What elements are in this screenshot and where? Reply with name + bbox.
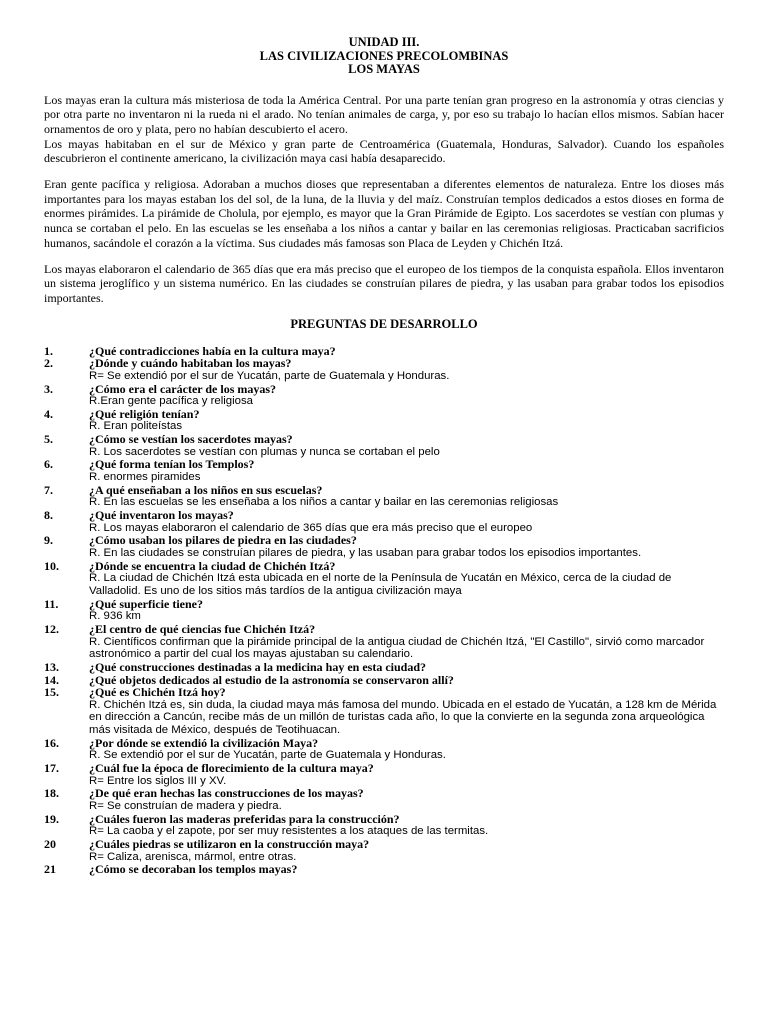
question-body	[89, 383, 724, 408]
paragraph-text: Eran gente pacífica y religiosa. Adoraban a muchos dioses que representaban a diferentes elementos de naturaleza. Entre los dioses más importantes para los mayas estaban los del sol, de la luna, de la lluvia y del maíz. Construían templos dedicados a estos dioses en forma de enormes pirámides. La pirámide de Cholula, por ejemplo, es mayor que la Gran Pirámide de Egipto. Los sacerdotes se vestían con plumas y nunca se cortaban el pelo. En las escuelas se les enseñaba a los niños a cantar y bailar en las ceremonias religiosas. Practicaban sacrificios humanos, sacándole el corazón a la víctima. Sus ciudades más famosas son Placa de Leyden y Chichén Itzá.	[44, 177, 724, 250]
question-body	[89, 762, 724, 787]
question-body	[89, 686, 724, 737]
question-text: ¿A qué enseñaban a los niños en sus escuelas?	[89, 482, 323, 497]
question-number: 1.	[44, 343, 53, 358]
question-item	[44, 762, 724, 787]
answer-text: R. Eran politeístas	[89, 420, 183, 433]
question-number: 17.	[44, 761, 59, 776]
paragraph-text: Los mayas habitaban en el sur de México y gran parte de Centroamérica (Guatemala, Honduras, Salvador). Cuando los españoles descubrieron el continente americano, la civilización maya casi había desaparecido.	[44, 136, 724, 166]
question-text: ¿Por dónde se extendió la civilización Maya?	[89, 735, 319, 750]
section-title: PREGUNTAS DE DESARROLLO	[290, 316, 478, 331]
question-text: ¿Qué superficie tiene?	[89, 596, 203, 611]
question-text: ¿Qué forma tenían los Templos?	[89, 457, 255, 472]
question-text: ¿Cómo era el carácter de los mayas?	[89, 381, 277, 396]
question-text: ¿El centro de qué ciencias fue Chichén Itzá?	[89, 621, 316, 636]
question-number: 19.	[44, 811, 59, 826]
question-number: 9.	[44, 533, 53, 548]
answer-text: R. 936 km	[89, 610, 141, 623]
answer-text: R. Los sacerdotes se vestían con plumas y nunca se cortaban el pelo	[89, 445, 440, 458]
answer-text: R. Los mayas elaboraron el calendario de 365 días que era más preciso que el europeo	[89, 521, 533, 534]
question-number: 21	[44, 862, 56, 877]
title-block	[44, 36, 724, 77]
question-number: 12.	[44, 621, 59, 636]
question-body	[89, 560, 724, 598]
question-text: ¿Cómo se decoraban los templos mayas?	[89, 862, 298, 877]
question-number: 11.	[44, 596, 59, 611]
question-text: ¿Cuáles piedras se utilizaron en la construcción maya?	[89, 836, 370, 851]
intro-paragraph	[44, 93, 724, 167]
paragraph-text: Los mayas elaboraron el calendario de 365 días que era más preciso que el europeo de los tiempos de la conquista española. Ellos inventaron un sistema jeroglífico y un sistema numérico. En las ciudades se construían pilares de piedra, y las usaban para grabar todos los episodios importantes.	[44, 261, 724, 305]
question-number: 18.	[44, 786, 59, 801]
question-number: 4.	[44, 406, 53, 421]
calendar-paragraph	[44, 262, 724, 306]
chapter-title: LAS CIVILIZACIONES PRECOLOMBINAS	[259, 48, 509, 63]
question-body	[89, 433, 724, 458]
answer-text: R. En las ciudades se construían pilares de piedra, y las usaban para grabar todos los episodios importantes.	[89, 546, 642, 559]
question-text: ¿Qué construcciones destinadas a la medicina hay en esta ciudad?	[89, 659, 427, 674]
question-item	[44, 661, 724, 674]
question-number: 14.	[44, 672, 59, 687]
answer-text: R= Se construían de madera y piedra.	[89, 799, 282, 812]
document-page	[44, 36, 724, 876]
question-body	[89, 408, 724, 433]
topic-title: LOS MAYAS	[348, 62, 420, 76]
question-body	[89, 863, 724, 876]
question-item	[44, 623, 724, 661]
question-item	[44, 383, 724, 408]
answer-text: R= Entre los siglos III y XV.	[89, 774, 227, 787]
question-number: 5.	[44, 432, 53, 447]
question-body	[89, 484, 724, 509]
question-text: ¿Cuál fue la época de florecimiento de la cultura maya?	[89, 761, 374, 776]
answer-text: R. Chichén Itzá es, sin duda, la ciudad maya más famosa del mundo. Ubicada en el estado de Yucatán, a 128 km de Mérida en dirección a Cancún, recibe más de un millón de turistas cada año, lo que la convierte en la segunda zona arqueológica más visitada de México, después de Teotihuacan.	[89, 698, 717, 737]
answer-text: R= Caliza, arenisca, mármol, entre otras.	[89, 850, 297, 863]
question-body	[89, 458, 724, 483]
question-text: ¿Qué es Chichén Itzá hoy?	[89, 685, 226, 700]
question-text: ¿Qué religión tenían?	[89, 406, 200, 421]
question-number: 15.	[44, 685, 59, 700]
question-body	[89, 838, 724, 863]
answer-text: R. En las escuelas se les enseñaba a los niños a cantar y bailar en las ceremonias religiosas	[89, 496, 559, 509]
question-item	[44, 433, 724, 458]
question-number: 8.	[44, 508, 53, 523]
question-item	[44, 787, 724, 812]
answer-text: R. La ciudad de Chichén Itzá esta ubicada en el norte de la Península de Yucatán en México, cerca de la ciudad de Valladolid. Es uno de los sitios más tardíos de la antigua civilización maya	[89, 572, 672, 597]
question-body	[89, 813, 724, 838]
question-item	[44, 686, 724, 737]
question-list	[44, 345, 724, 876]
question-number: 20	[44, 836, 56, 851]
question-body	[89, 623, 724, 661]
question-body	[89, 737, 724, 762]
question-number: 6.	[44, 457, 53, 472]
unit-title: UNIDAD III.	[348, 35, 420, 49]
question-body	[89, 661, 724, 674]
paragraph-text: Los mayas eran la cultura más misteriosa de toda la América Central. Por una parte tenían gran progreso en la astronomía y otras ciencias y por otra parte no inventaron ni la rueda ni el arado. No tenían animales de carga, y, por eso su trabajo lo hacían ellos mismos. Sabían hacer ornamentos de oro y plata, pero no habían descubierto el acero.	[44, 92, 724, 136]
question-item	[44, 863, 724, 876]
question-item	[44, 408, 724, 433]
question-text: ¿Qué objetos dedicados al estudio de la astronomía se conservaron allí?	[89, 672, 454, 687]
question-body	[89, 787, 724, 812]
religion-paragraph	[44, 177, 724, 251]
question-item	[44, 598, 724, 623]
answer-text: R. Se extendió por el sur de Yucatán, parte de Guatemala y Honduras.	[89, 749, 446, 762]
question-item	[44, 509, 724, 534]
question-number: 10.	[44, 558, 59, 573]
answer-text: R. Científicos confirman que la pirámide principal de la antigua ciudad de Chichén Itzá, "El Castillo", sirvió como marcador astronómico a partir del cual los mayas ajustaban su calendario.	[89, 635, 705, 661]
question-item	[44, 484, 724, 509]
question-item	[44, 534, 724, 559]
answer-text: R. enormes piramides	[89, 471, 201, 484]
question-body	[89, 509, 724, 534]
question-number: 7.	[44, 482, 53, 497]
question-number: 16.	[44, 735, 59, 750]
question-number: 3.	[44, 381, 53, 396]
question-number: 2.	[44, 356, 53, 371]
question-item	[44, 560, 724, 598]
question-text: ¿De qué eran hechas las construcciones de los mayas?	[89, 786, 364, 801]
answer-text: R.Eran gente pacífica y religiosa	[89, 395, 253, 408]
question-text: ¿Qué contradicciones había en la cultura maya?	[89, 343, 336, 358]
question-body	[89, 534, 724, 559]
question-text: ¿Dónde se encuentra la ciudad de Chichén Itzá?	[89, 558, 336, 573]
question-item	[44, 813, 724, 838]
question-text: ¿Dónde y cuándo habitaban los mayas?	[89, 356, 292, 371]
question-text: ¿Cómo se vestían los sacerdotes mayas?	[89, 432, 293, 447]
answer-text: R= La caoba y el zapote, por ser muy resistentes a los ataques de las termitas.	[89, 825, 489, 838]
answer-text: R= Se extendió por el sur de Yucatán, parte de Guatemala y Honduras.	[89, 369, 450, 382]
question-body	[89, 598, 724, 623]
question-item	[44, 838, 724, 863]
question-text: ¿Cómo usaban los pilares de piedra en las ciudades?	[89, 533, 357, 548]
question-item	[44, 458, 724, 483]
question-text: ¿Qué inventaron los mayas?	[89, 508, 234, 523]
question-item	[44, 737, 724, 762]
question-body	[89, 357, 724, 382]
question-number: 13.	[44, 659, 59, 674]
question-text: ¿Cuáles fueron las maderas preferidas para la construcción?	[89, 811, 400, 826]
question-item	[44, 357, 724, 382]
